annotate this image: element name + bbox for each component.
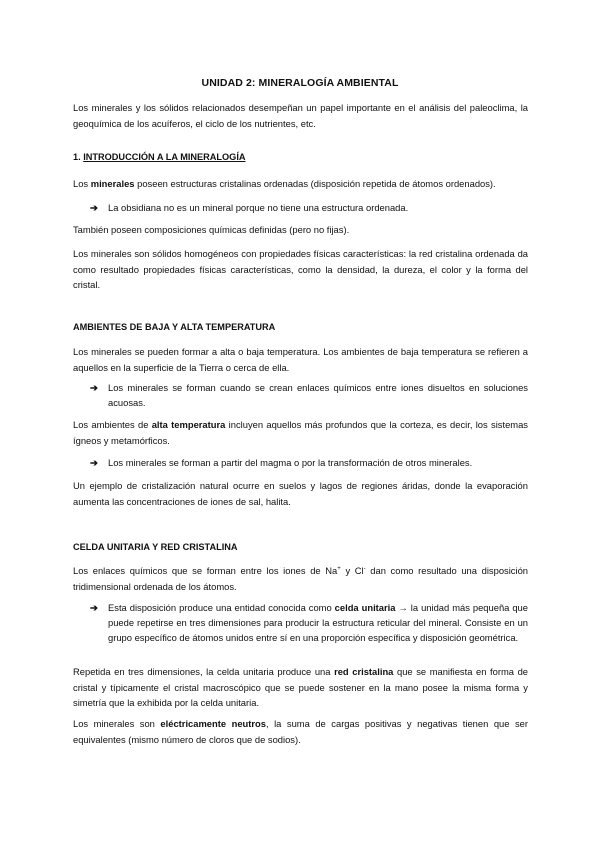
paragraph: Un ejemplo de cristalización natural ocurre en suelos y lagos de regiones áridas, donde la evaporación aumenta las concentraciones de iones de sal, halita.	[73, 480, 528, 507]
bold-term: minerales	[90, 178, 135, 189]
bullet-text: Los minerales se forman a partir del magma o por la transformación de otros minerales.	[108, 457, 473, 468]
bullet-text: La obsidiana no es un mineral porque no tiene una estructura ordenada.	[108, 202, 409, 213]
arrow-right-icon: ➔	[90, 202, 98, 213]
paragraph	[73, 716, 528, 747]
section-number: 1.	[73, 152, 84, 162]
bullet-item	[90, 600, 528, 645]
text: Repetida en tres dimensiones, la celda unitaria produce una	[73, 666, 335, 677]
bold-term: alta temperatura	[151, 419, 226, 430]
bullet-item	[90, 455, 528, 470]
superscript: -	[363, 565, 366, 572]
intro-paragraph: Los minerales y los sólidos relacionados desempeñan un papel importante en el análisis del paleoclima, la geoquímica de los acuíferos, el ciclo de los nutrientes, etc.	[73, 102, 528, 129]
text: Esta disposición produce una entidad conocida como	[108, 602, 335, 613]
paragraph	[73, 563, 528, 594]
arrow-right-icon: ➔	[90, 382, 98, 393]
bold-term: eléctricamente neutros	[160, 718, 266, 729]
section-title: INTRODUCCIÓN A LA MINERALOGÍA	[83, 152, 246, 162]
text: que se manifiesta en forma de cristal y típicamente el cristal macroscópico que se puede sostener en la mano posee la misma forma y simetría que la exhibida por la celda unitaria.	[73, 666, 528, 708]
text: Los enlaces químicos que se forman entre los iones de Na	[73, 565, 338, 576]
paragraph: Los minerales se pueden formar a alta o baja temperatura. Los ambientes de baja temperatura se refieren a aquellos en la superficie de la Tierra o cerca de ella.	[73, 346, 528, 373]
section-heading-intro	[73, 152, 246, 162]
bullet-text: Los minerales se forman cuando se crean enlaces químicos entre iones disueltos en soluciones acuosas.	[108, 382, 528, 408]
bold-term: red cristalina	[334, 666, 394, 677]
bullet-item	[90, 200, 528, 215]
paragraph: Los minerales son sólidos homogéneos con propiedades físicas características: la red cristalina ordenada da como resultado propiedades físicas características, como la densidad, la dureza, el color y la forma del cristal.	[73, 248, 528, 290]
paragraph	[73, 417, 528, 448]
text: Los minerales son	[73, 718, 161, 729]
text: dan como resultado una disposición tridimensional ordenada de los átomos.	[73, 565, 528, 592]
text: y Cl	[340, 565, 364, 576]
text: Los	[73, 178, 91, 189]
page-title: UNIDAD 2: MINERALOGÍA AMBIENTAL	[201, 77, 399, 89]
bullet-item	[90, 380, 528, 410]
bullet-text	[108, 600, 528, 645]
paragraph	[73, 176, 528, 192]
text: , la suma de cargas positivas y negativas tienen que ser equivalentes (mismo número de cloros que de sodios).	[73, 718, 529, 745]
bold-term: celda unitaria	[334, 602, 396, 613]
text: → la unidad más pequeña que puede repetirse en tres dimensiones para producir la estructura reticular del mineral. Consiste en un grupo específico de átomos unidos entre sí en una proporción específica y disposición geométrica.	[108, 602, 528, 643]
text: poseen estructuras cristalinas ordenadas (disposición repetida de átomos ordenados).	[134, 178, 496, 189]
section-heading-celda: CELDA UNITARIA Y RED CRISTALINA	[73, 542, 238, 552]
section-heading-ambientes: AMBIENTES DE BAJA Y ALTA TEMPERATURA	[73, 322, 276, 332]
superscript: +	[337, 565, 341, 572]
paragraph: También poseen composiciones químicas definidas (pero no fijas).	[73, 224, 350, 235]
arrow-right-icon: ➔	[90, 457, 98, 468]
paragraph	[73, 664, 528, 711]
text: Los ambientes de	[73, 419, 152, 430]
arrow-right-icon: ➔	[90, 602, 98, 613]
text: incluyen aquellos más profundos que la corteza, es decir, los sistemas ígneos y metamórficos.	[73, 419, 528, 446]
